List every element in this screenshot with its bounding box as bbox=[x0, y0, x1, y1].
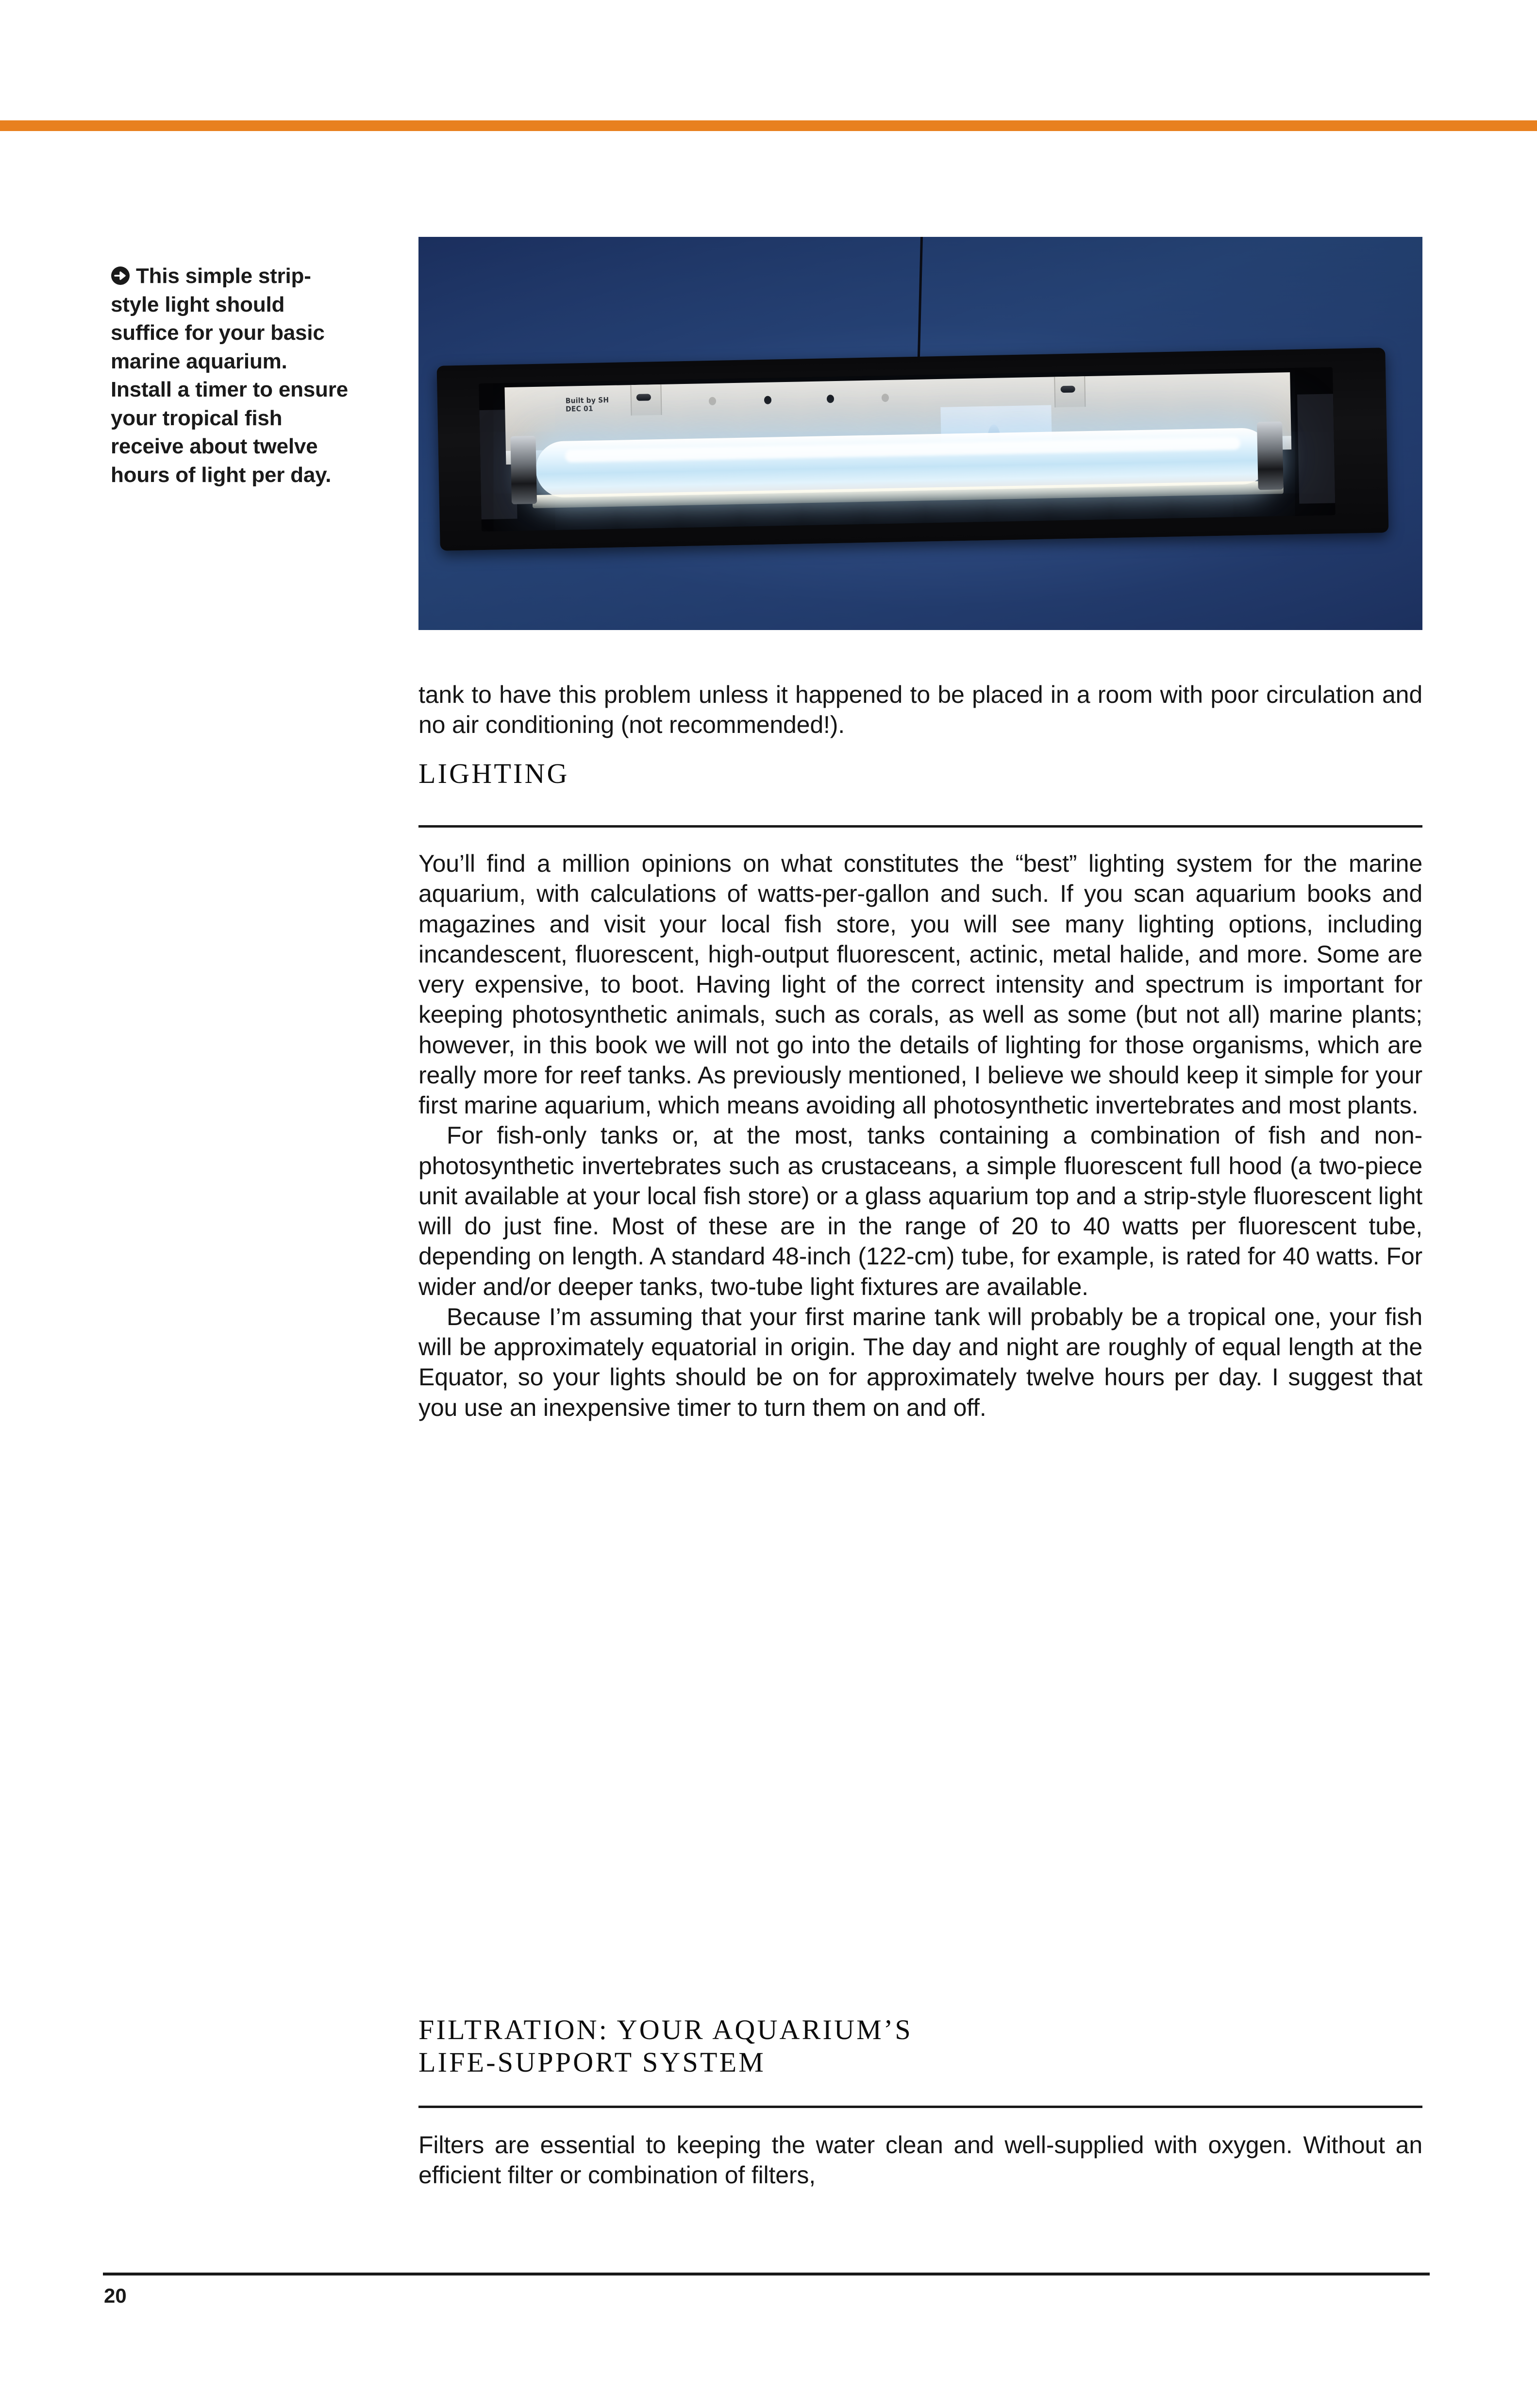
arrow-right-circle-icon bbox=[111, 265, 130, 284]
figure-caption bbox=[111, 262, 353, 489]
reflector-hole bbox=[882, 394, 889, 402]
top-accent-bar bbox=[0, 120, 1537, 131]
paragraph: tank to have this problem unless it happened to be placed in a room with poor circulation and no air conditioning (not recommended!). bbox=[418, 681, 1422, 739]
reflector-hole bbox=[827, 395, 834, 403]
page-number: 20 bbox=[104, 2284, 127, 2307]
paragraph: Filters are essential to keeping the water clean and well-supplied with oxygen. Without an efficient filter or combination of filters, bbox=[418, 2131, 1422, 2189]
fixture-bracket-tab bbox=[630, 384, 662, 415]
paragraph: Because I’m assuming that your first marine tank will probably be a tropical one, your fish will be approximately equatorial in origin. The day and night are roughly of equal length at the Equator, so your lights should be on for approximately twelve hours per day. I suggest that you use an inexpensive timer to turn them on and off. bbox=[418, 1303, 1422, 1421]
tube-endcap-left bbox=[511, 436, 537, 504]
paragraph: For fish-only tanks or, at the most, tanks containing a combination of fish and non-photosynthetic invertebrates such as crustaceans, a simple fluorescent full hood (a two-piece unit available at your local fish store) or a glass aquarium top and a strip-style fluorescent light will do just fine. Most of these are in the range of 20 to 40 watts per fluorescent tube, depending on length. A standard 48-inch (122-cm) tube, for example, is rated for 40 watts. For wider and/or deeper tanks, two-tube light fixtures are available. bbox=[418, 1122, 1422, 1300]
section-body-filtration bbox=[418, 2130, 1422, 2191]
section-rule bbox=[418, 2106, 1422, 2108]
footer-rule bbox=[103, 2273, 1430, 2275]
section-rule bbox=[418, 825, 1422, 828]
section-heading-lighting: LIGHTING bbox=[418, 758, 569, 789]
fixture-interior bbox=[479, 367, 1336, 531]
continued-paragraph bbox=[418, 680, 1422, 740]
paragraph: You’ll find a million opinions on what constitutes the “best” lighting system for the marine aquarium, with calculations of watts-per-gallon and such. If you scan aquarium books and magazines and visit your local fish store, you will see many lighting options, including incandescent, fluorescent, high-output fluorescent, actinic, metal halide, and more. Some are very expensive, to boot. Having light of the correct intensity and spectrum is important for keeping photosynthetic animals, such as corals, as well as some (but not all) marine plants; however, in this book we will not go into the details of lighting for those organisms, which are really more for reef tanks. As previously mentioned, I believe we should keep it simple for your first marine aquarium, which means avoiding all photosynthetic invertebrates and most plants. bbox=[418, 850, 1422, 1119]
figure-photo-strip-light bbox=[418, 237, 1422, 630]
figure-caption-text: This simple strip-style light should suffice for your basic marine aquarium. Install a timer to ensure your tropical fish receive about twelve hours of light per day. bbox=[111, 264, 348, 487]
fixture-bracket-tab bbox=[1054, 376, 1086, 407]
fixture-side-panel-right bbox=[1297, 394, 1335, 504]
light-fixture-housing bbox=[437, 348, 1389, 550]
tube-endcap-right bbox=[1257, 421, 1284, 490]
section-body-lighting bbox=[418, 848, 1422, 1423]
reflector-hole bbox=[764, 396, 771, 404]
section-heading-filtration-line2: LIFE-SUPPORT SYSTEM bbox=[418, 2046, 766, 2078]
bracket-bolt bbox=[1061, 386, 1075, 393]
fixture-label: Built by SH DEC 01 bbox=[566, 396, 609, 414]
bracket-bolt bbox=[637, 394, 652, 401]
reflector-hole bbox=[709, 397, 717, 405]
section-heading-filtration-line1: FILTRATION: YOUR AQUARIUM’S bbox=[418, 2014, 913, 2045]
